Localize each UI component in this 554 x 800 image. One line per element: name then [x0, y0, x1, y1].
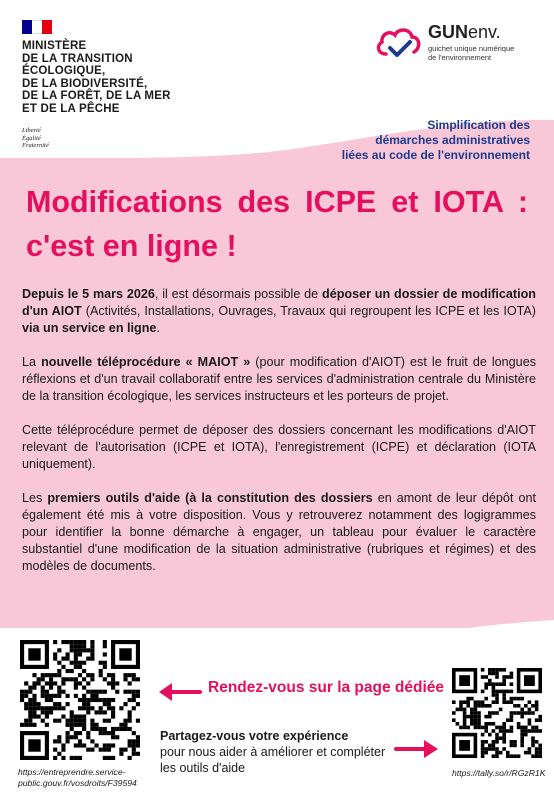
paragraph-3 — [22, 422, 536, 473]
gun-env-subtitle: guichet unique numérique de l'environnement — [428, 44, 515, 62]
text-run: via un service en ligne — [22, 321, 157, 335]
url-tally[interactable]: https://tally.so/r/RGzR1K — [452, 768, 546, 778]
paragraph-4 — [22, 490, 536, 575]
text-run: (Activités, Installations, Ouvrages, Travaux qui regroupent les ICPE et les IOTA) — [81, 304, 536, 318]
text-run: . — [156, 321, 160, 335]
text-run: nouvelle téléprocédure « MAIOT » — [41, 355, 251, 369]
text-run: (pour modification d'AIOT) est le fruit de longues réflexions et d'un travail collaboratif entre les services d'administration centrale du Ministère de la transition écologique, les services instructeurs et les porteurs de projet. — [22, 355, 536, 403]
republic-motto: Liberté Égalité Fraternité — [22, 127, 49, 149]
simplification-tagline: Simplification des démarches administratives liées au code de l'environnement — [341, 118, 530, 162]
text-run: premiers outils d'aide (à la constitution des dossiers — [47, 491, 373, 505]
french-flag-icon — [22, 20, 52, 34]
text-run: Les — [22, 491, 48, 505]
share-experience-text: Partagez-vous votre expérience pour nous aider à améliorer et compléter les outils d'aide — [160, 729, 386, 775]
text-run: , il est désormais possible de — [154, 287, 322, 301]
ministry-name: MINISTÈRE DE LA TRANSITION ÉCOLOGIQUE, DE LA BIODIVERSITÉ, DE LA FORÊT, DE LA MER ET DE LA PÊCHE — [22, 40, 171, 115]
paragraph-2 — [22, 354, 536, 405]
text-run: déposer un dossier de modification d'un AIOT — [22, 287, 536, 318]
text-run: en amont de leur dépôt ont également été mis à votre disposition. Vous y retrouverez notamment des logigrammes pour identifier la bonne démarche à engager, un tableau pour évaluer le caractère substantiel d'une modification de la situation administrative (rubriques et régimes) et des modèles de documents. — [22, 491, 536, 573]
arrow-right-icon — [394, 736, 442, 762]
qr-code-right[interactable] — [452, 668, 542, 758]
text-run: Cette téléprocédure permet de déposer des dossiers concernant les modifications d'AIOT relevant de l'autorisation (ICPE et IOTA), l'enregistrement (ICPE) et déclaration (IOTA uniquement). — [22, 423, 536, 471]
gun-env-title: GUNenv. — [428, 22, 501, 42]
url-service-public[interactable]: https://entreprendre.service-public.gouv.fr/vosdroits/F39594 — [18, 767, 137, 788]
cloud-check-icon — [374, 24, 422, 62]
body-text — [22, 286, 536, 592]
text-run: La — [22, 355, 42, 369]
visit-page-callout: Rendez-vous sur la page dédiée — [208, 679, 445, 696]
text-run: Depuis le 5 mars 2026 — [22, 287, 155, 301]
page-title: Modifications des ICPE et IOTA : c'est en ligne ! — [26, 185, 528, 263]
arrow-left-icon — [156, 680, 202, 704]
paragraph-1 — [22, 286, 536, 337]
qr-code-left[interactable] — [20, 640, 140, 760]
